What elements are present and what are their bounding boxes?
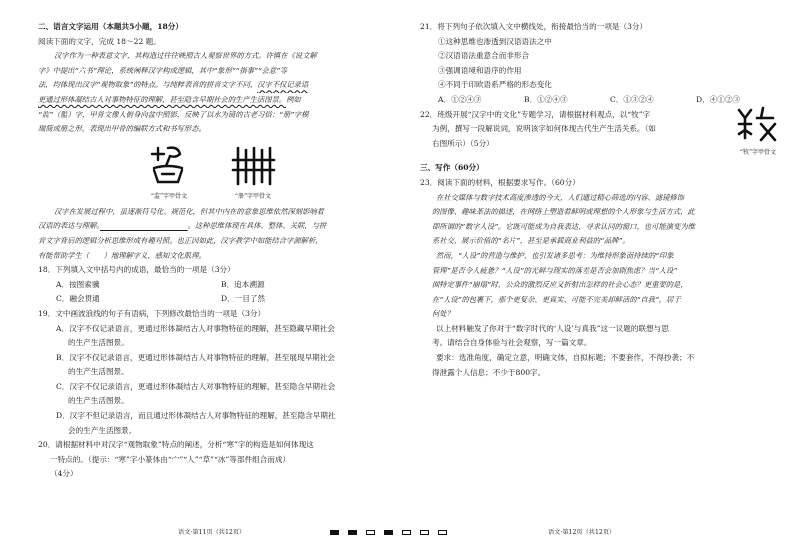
q23-material2-line: 管理”是否令人疲惫？“人设”的光鲜与现实的落差是否会加剧焦虑？当“人设” [432, 265, 678, 275]
q21-sentence-4: ④不同于印欧语系严格的形态变化 [438, 80, 552, 90]
question-21-options-row [420, 93, 782, 108]
q21-option-c[interactable]: C．①③②④ [610, 94, 654, 104]
q18-option-c[interactable]: C．融会贯通 [56, 294, 100, 304]
left-page-footer: 语文·第11页（共12页） [178, 529, 246, 536]
registration-mark [348, 530, 357, 535]
q21-option-b[interactable]: B．①②④③ [524, 94, 568, 104]
passage-line: 更通过形体凝结古人对事物特征的理解，甚至隐含早期社会的生产生活图景。例如 [38, 94, 301, 104]
registration-mark [366, 530, 375, 535]
question-19-stem: 19．文中画波浪线的句子有语病，下列修改最恰当的一项是（3分） [38, 308, 266, 318]
q23-task-line: 考。请结合自身体验与社会观察，写一篇文章。 [432, 338, 592, 348]
question-20-score: （4分） [50, 469, 78, 479]
right-page [400, 0, 800, 550]
niu-figure [732, 104, 784, 157]
q23-material2-line: 囿特定事件“崩塌”时，公众的激烈反应又折射出怎样的社会心态？更重要的是， [432, 280, 688, 290]
q19-option-d[interactable]: D．汉字不但记录语言，而且通过形体凝结古人对事物特征的理解，甚至隐含早期社 [56, 411, 336, 421]
q18-option-d[interactable]: D．一目了然 [221, 294, 266, 304]
question-22-line: 为例，撰写一段解说词，说明该字如何体现古代生产生活关系。（如 [432, 124, 657, 134]
q18-option-b[interactable]: B．追本溯源 [221, 279, 265, 289]
passage-line: 汉字作为一种表意文字，其构造过往往映照古人观察世界的方式。许慎在《说文解 [54, 51, 317, 61]
ce-oracle-glyph [230, 144, 276, 188]
passage2-line: 汉语的表达与理解。 。这种思维体现在具体、整体、关联，与拼 [38, 221, 327, 231]
q23-material2-line: 然而，“人设”的营造与维护，也引发诸多思考：为维持形象而持续的“印象 [436, 250, 674, 260]
left-column [38, 20, 386, 482]
question-20-stem-cont: 一特点的。（提示：“寒”字小篆体由“宀”“人”“草”“冰”等部件组合而成） [50, 454, 291, 464]
niu-caption: “牧”字甲骨文 [739, 148, 777, 156]
q19-option-b-cont: 的生产生活图景。 [68, 367, 129, 377]
q23-requirement-line: 要求：选准角度，确定立意，明确文体，自拟标题；不要套作，不得抄袭；不 [436, 353, 695, 363]
q19-option-b[interactable]: B．汉字不仅记录语言，更通过形体凝结古人对事物特征的理解，甚至展现早期社会 [56, 352, 335, 362]
q19-option-c-cont: 的生产生活图景。 [68, 396, 129, 406]
passage-line: “监”（監）字，甲骨文像人俯身向盆中照影，反映了以水为镜的古老习俗；“册”字模 [38, 109, 309, 119]
q21-sentence-3: ③强调语境和语序的作用 [438, 65, 522, 75]
q23-task-line: 以上材料触发了你对于“数字时代的‘人设’与真我”这一议题的联想与思 [436, 323, 669, 333]
registration-mark [384, 530, 393, 535]
section-3-title: 三、写作（60分） [420, 163, 484, 173]
passage-line: 字》中提出“六书”理论，系统阐释汉字构成逻辑，其中“象形”“指事”“会意”等 [38, 65, 288, 75]
passage2-line: 汉字在发展过程中，虽逐渐符号化、规范化，但其中内在的意象思维依然深刻影响着 [54, 206, 324, 216]
question-18-stem: 18．下列填入文中括号内的成语，最恰当的一项是（3分） [38, 265, 235, 275]
q23-material2-line: 在“人设”的包裹下，那个更复杂、更真实、可能不完美却鲜活的“自我”，居于 [432, 294, 681, 304]
question-20-stem: 20．请根据材料中对汉字“观物取象”特点的阐述，分析“寒”字的构造是如何体现这 [38, 440, 314, 450]
oracle-figures [38, 139, 386, 201]
question-21-stem: 21．将下列句子依次填入文中横线处，衔接最恰当的一项是（3分） [420, 22, 648, 31]
question-18-options-row [38, 278, 386, 293]
q23-material-line: 在社交媒体与数字技术高度渗透的今天，人们通过精心筛选的内容、滤镜修饰 [436, 192, 685, 202]
question-22 [420, 108, 782, 156]
question-22-line: 右图所示）（5分） [432, 138, 494, 148]
question-18-options-row [38, 292, 386, 307]
passage-line: 法，均体现出汉字“观物取象”的特点。与纯粹表音的拼音文字不同，汉字不仅记录语 [38, 80, 309, 90]
q21-sentence-2: ②汉语语法重意合而非形合 [438, 51, 530, 61]
section-2-title: 二、语言文字运用（本题共5小题，18分） [38, 22, 183, 31]
right-page-footer: 语文·第12页（共12页） [548, 529, 616, 536]
niu-oracle-glyph [735, 104, 781, 144]
q19-option-a-cont: 的生产生活图景。 [68, 338, 129, 348]
registration-mark [330, 530, 339, 535]
q19-option-c[interactable]: C．汉字不仅记录语言，更通过形体凝结古人对事物特征的理解，甚至隐含早期社会 [56, 381, 336, 391]
q23-material-line: 的图像、趣味革法的描述，在网络上塑造着鲜明或理想的个人形象与生活方式，此 [432, 207, 695, 217]
jian-caption: “监”字甲骨文 [150, 192, 188, 200]
jian-oracle-glyph [148, 144, 190, 188]
q21-option-a[interactable]: A．①②④③ [438, 94, 482, 104]
passage-line: 瑞简成册之形，表现出甲骨的编联方式和书写形态。 [38, 124, 206, 134]
ce-figure [230, 144, 276, 201]
q23-requirement-line: 得泄露个人信息；不少于800字。 [432, 367, 546, 377]
question-22-line: 22．班级开展“汉字中的文化”专题学习，请根据材料观点，以“牧”字 [420, 109, 651, 119]
passage2-line: 音文字背后的逻辑分析思维形成有趣对照。也正因如此，汉字教学中如能结合字源解析， [38, 235, 323, 245]
right-column [420, 20, 782, 380]
q19-option-d-cont: 会的生产生活图景。 [68, 425, 137, 435]
jian-figure [148, 144, 190, 201]
q21-option-d[interactable]: D．④①②③ [696, 94, 741, 104]
q23-material-line: 系社交、展示价值的“名片”，甚至是承载商业利益的“品牌”。 [432, 236, 630, 246]
passage2-line: 有能帮助学生（ ）地理解字义，感知文化肌理。 [38, 250, 206, 260]
q18-option-a[interactable]: A．按图索骥 [56, 279, 100, 289]
ce-caption: “册”字甲骨文 [234, 192, 272, 200]
question-23-stem: 23．阅读下面的材料，根据要求写作。（60分） [420, 177, 580, 187]
q23-material-line: 即所谓的“数字人设”。它既可能成为自我表达、寻求认同的窗口，也可能演变为维 [432, 221, 695, 231]
reading-intro: 阅读下面的文字，完成 18～22 题。 [38, 36, 161, 46]
q19-option-a[interactable]: A．汉字不仅记录语言，更通过形体凝结古人对事物特征的理解，甚至隐藏早期社会 [56, 323, 335, 333]
q21-sentence-1: ①这种思维也渗透到汉语语法之中 [438, 36, 552, 46]
q23-material2-line: 何处？ [432, 309, 454, 319]
